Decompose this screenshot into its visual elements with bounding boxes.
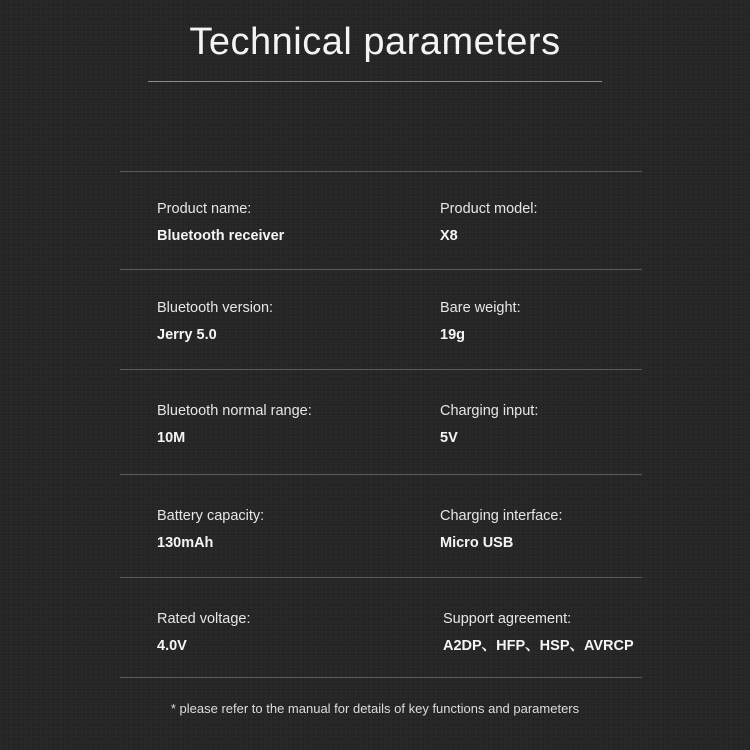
parameters-table xyxy=(120,171,642,678)
parameter-value: 19g xyxy=(440,327,465,343)
parameter-label: Product model: xyxy=(440,201,538,217)
parameter-label: Bare weight: xyxy=(440,300,521,316)
parameter-row xyxy=(120,269,642,369)
parameter-label: Bluetooth normal range: xyxy=(157,403,312,419)
parameter-value: 130mAh xyxy=(157,535,214,551)
parameter-value: 10M xyxy=(157,430,186,446)
parameter-cell-charging-interface xyxy=(440,507,563,552)
footnote: * please refer to the manual for details of key functions and parameters xyxy=(170,701,580,716)
parameter-row xyxy=(120,171,642,269)
parameter-label: Charging input: xyxy=(440,403,539,419)
parameter-value: 4.0V xyxy=(157,638,187,654)
parameter-label: Charging interface: xyxy=(440,508,563,524)
parameter-label: Product name: xyxy=(157,201,252,217)
parameter-row xyxy=(120,577,642,678)
parameter-value: Micro USB xyxy=(440,535,514,551)
parameter-cell-bare-weight xyxy=(440,299,521,344)
parameter-label: Battery capacity: xyxy=(157,508,265,524)
parameter-value: A2DP、HFP、HSP、AVRCP xyxy=(443,638,634,654)
page-title: Technical parameters xyxy=(189,21,561,63)
parameter-value: Jerry 5.0 xyxy=(157,327,217,343)
parameter-cell-product-name xyxy=(157,200,284,245)
parameter-label: Bluetooth version: xyxy=(157,300,274,316)
parameter-label: Rated voltage: xyxy=(157,611,251,627)
parameter-cell-rated-voltage xyxy=(157,610,251,655)
parameter-cell-bluetooth-range xyxy=(157,402,312,447)
parameter-cell-battery-capacity xyxy=(157,507,264,552)
parameter-cell-product-model xyxy=(440,200,538,245)
parameter-value: 5V xyxy=(440,430,458,446)
parameter-row xyxy=(120,474,642,577)
parameter-value: Bluetooth receiver xyxy=(157,228,285,244)
parameter-row xyxy=(120,369,642,474)
title-underline xyxy=(148,81,602,82)
parameter-value: X8 xyxy=(440,228,458,244)
parameter-cell-bluetooth-version xyxy=(157,299,273,344)
parameter-cell-charging-input xyxy=(440,402,538,447)
parameter-cell-support-agreement xyxy=(443,610,634,655)
parameter-label: Support agreement: xyxy=(443,611,572,627)
